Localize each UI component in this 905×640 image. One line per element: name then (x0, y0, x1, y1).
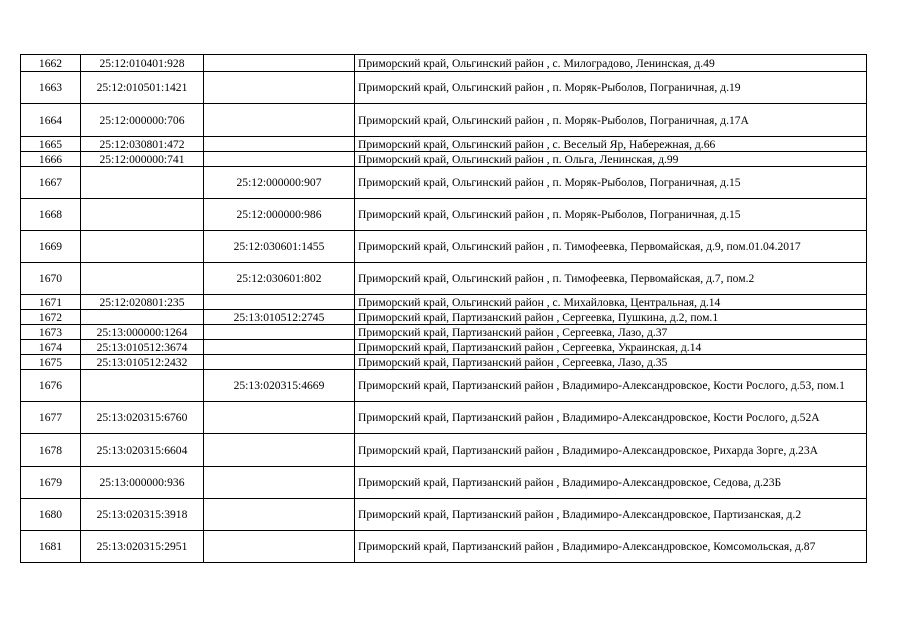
row-number-cell: 1681 (21, 531, 81, 563)
cadastral-number-premises-cell (204, 55, 355, 72)
address-cell: Приморский край, Ольгинский район , п. Моряк-Рыболов, Пограничная, д.15 (355, 199, 867, 231)
row-number-cell: 1677 (21, 402, 81, 434)
cadastral-number-premises-cell (204, 137, 355, 152)
cadastral-number-premises-cell: 25:12:030601:1455 (204, 231, 355, 263)
row-number-cell: 1664 (21, 104, 81, 137)
row-number-cell: 1662 (21, 55, 81, 72)
cadastral-number-premises-cell: 25:12:030601:802 (204, 263, 355, 295)
table-row (21, 104, 867, 137)
address-cell: Приморский край, Партизанский район , Владимиро-Александровское, Комсомольская, д.87 (355, 531, 867, 563)
table-row (21, 55, 867, 72)
address-cell: Приморский край, Ольгинский район , п. Тимофеевка, Первомайская, д.7, пом.2 (355, 263, 867, 295)
table-row (21, 295, 867, 310)
address-cell: Приморский край, Ольгинский район , п. Моряк-Рыболов, Пограничная, д.19 (355, 72, 867, 104)
address-cell: Приморский край, Партизанский район , Владимиро-Александровское, Седова, д.23Б (355, 467, 867, 499)
cadastral-number-premises-cell (204, 499, 355, 531)
row-number-cell: 1679 (21, 467, 81, 499)
table-row (21, 72, 867, 104)
row-number-cell: 1665 (21, 137, 81, 152)
address-cell: Приморский край, Партизанский район , Владимиро-Александровское, Рихарда Зорге, д.23А (355, 434, 867, 467)
cadastral-number-cell (81, 310, 204, 325)
cadastral-number-cell: 25:13:020315:6760 (81, 402, 204, 434)
row-number-cell: 1670 (21, 263, 81, 295)
row-number-cell: 1668 (21, 199, 81, 231)
cadastral-number-premises-cell (204, 104, 355, 137)
address-cell: Приморский край, Партизанский район , Сергеевка, Украинская, д.14 (355, 340, 867, 355)
cadastral-number-premises-cell (204, 531, 355, 563)
cadastral-number-cell: 25:12:010501:1421 (81, 72, 204, 104)
table-row (21, 467, 867, 499)
row-number-cell: 1676 (21, 370, 81, 402)
cadastral-number-premises-cell (204, 340, 355, 355)
cadastral-number-cell (81, 370, 204, 402)
cadastral-number-premises-cell (204, 325, 355, 340)
row-number-cell: 1678 (21, 434, 81, 467)
address-cell: Приморский край, Ольгинский район , с. Михайловка, Центральная, д.14 (355, 295, 867, 310)
table-row (21, 325, 867, 340)
cadastral-number-cell (81, 199, 204, 231)
cadastral-number-cell: 25:13:000000:1264 (81, 325, 204, 340)
table-row (21, 370, 867, 402)
cadastral-number-premises-cell: 25:12:000000:907 (204, 167, 355, 199)
address-cell: Приморский край, Ольгинский район , п. Ольга, Ленинская, д.99 (355, 152, 867, 167)
cadastral-number-cell: 25:13:020315:3918 (81, 499, 204, 531)
address-cell: Приморский край, Партизанский район , Сергеевка, Пушкина, д.2, пом.1 (355, 310, 867, 325)
cadastral-number-cell: 25:12:020801:235 (81, 295, 204, 310)
cadastral-number-premises-cell (204, 355, 355, 370)
row-number-cell: 1671 (21, 295, 81, 310)
cadastral-number-cell: 25:13:010512:3674 (81, 340, 204, 355)
cadastral-number-premises-cell: 25:12:000000:986 (204, 199, 355, 231)
cadastral-number-premises-cell (204, 467, 355, 499)
address-cell: Приморский край, Партизанский район , Владимиро-Александровское, Партизанская, д.2 (355, 499, 867, 531)
cadastral-number-premises-cell (204, 402, 355, 434)
row-number-cell: 1667 (21, 167, 81, 199)
address-cell: Приморский край, Партизанский район , Сергеевка, Лазо, д.35 (355, 355, 867, 370)
address-cell: Приморский край, Ольгинский район , с. Милоградово, Ленинская, д.49 (355, 55, 867, 72)
cadastral-number-cell: 25:12:000000:706 (81, 104, 204, 137)
table-row (21, 137, 867, 152)
table-row (21, 531, 867, 563)
cadastral-number-premises-cell: 25:13:020315:4669 (204, 370, 355, 402)
table-row (21, 199, 867, 231)
row-number-cell: 1680 (21, 499, 81, 531)
address-cell: Приморский край, Ольгинский район , п. Моряк-Рыболов, Пограничная, д.15 (355, 167, 867, 199)
table-row (21, 231, 867, 263)
registry-table (20, 54, 867, 563)
cadastral-number-premises-cell (204, 295, 355, 310)
cadastral-number-cell: 25:12:010401:928 (81, 55, 204, 72)
table-row (21, 499, 867, 531)
cadastral-number-cell: 25:13:000000:936 (81, 467, 204, 499)
address-cell: Приморский край, Партизанский район , Владимиро-Александровское, Кости Рослого, д.53, пом.1 (355, 370, 867, 402)
table-row (21, 167, 867, 199)
cadastral-number-premises-cell (204, 72, 355, 104)
table-row (21, 355, 867, 370)
row-number-cell: 1666 (21, 152, 81, 167)
row-number-cell: 1674 (21, 340, 81, 355)
cadastral-number-cell: 25:13:020315:2951 (81, 531, 204, 563)
address-cell: Приморский край, Партизанский район , Владимиро-Александровское, Кости Рослого, д.52А (355, 402, 867, 434)
address-cell: Приморский край, Ольгинский район , п. Тимофеевка, Первомайская, д.9, пом.01.04.2017 (355, 231, 867, 263)
cadastral-number-cell: 25:12:000000:741 (81, 152, 204, 167)
address-cell: Приморский край, Ольгинский район , п. Моряк-Рыболов, Пограничная, д.17А (355, 104, 867, 137)
cadastral-number-premises-cell: 25:13:010512:2745 (204, 310, 355, 325)
cadastral-number-cell (81, 167, 204, 199)
cadastral-number-cell (81, 231, 204, 263)
cadastral-number-cell: 25:13:010512:2432 (81, 355, 204, 370)
row-number-cell: 1669 (21, 231, 81, 263)
table-row (21, 263, 867, 295)
row-number-cell: 1663 (21, 72, 81, 104)
cadastral-number-cell (81, 263, 204, 295)
table-row (21, 434, 867, 467)
cadastral-number-premises-cell (204, 152, 355, 167)
registry-table-body (21, 55, 867, 563)
row-number-cell: 1672 (21, 310, 81, 325)
table-row (21, 402, 867, 434)
table-row (21, 310, 867, 325)
row-number-cell: 1673 (21, 325, 81, 340)
cadastral-number-premises-cell (204, 434, 355, 467)
address-cell: Приморский край, Партизанский район , Сергеевка, Лазо, д.37 (355, 325, 867, 340)
address-cell: Приморский край, Ольгинский район , с. Веселый Яр, Набережная, д.66 (355, 137, 867, 152)
table-row (21, 152, 867, 167)
cadastral-number-cell: 25:12:030801:472 (81, 137, 204, 152)
row-number-cell: 1675 (21, 355, 81, 370)
cadastral-number-cell: 25:13:020315:6604 (81, 434, 204, 467)
table-row (21, 340, 867, 355)
